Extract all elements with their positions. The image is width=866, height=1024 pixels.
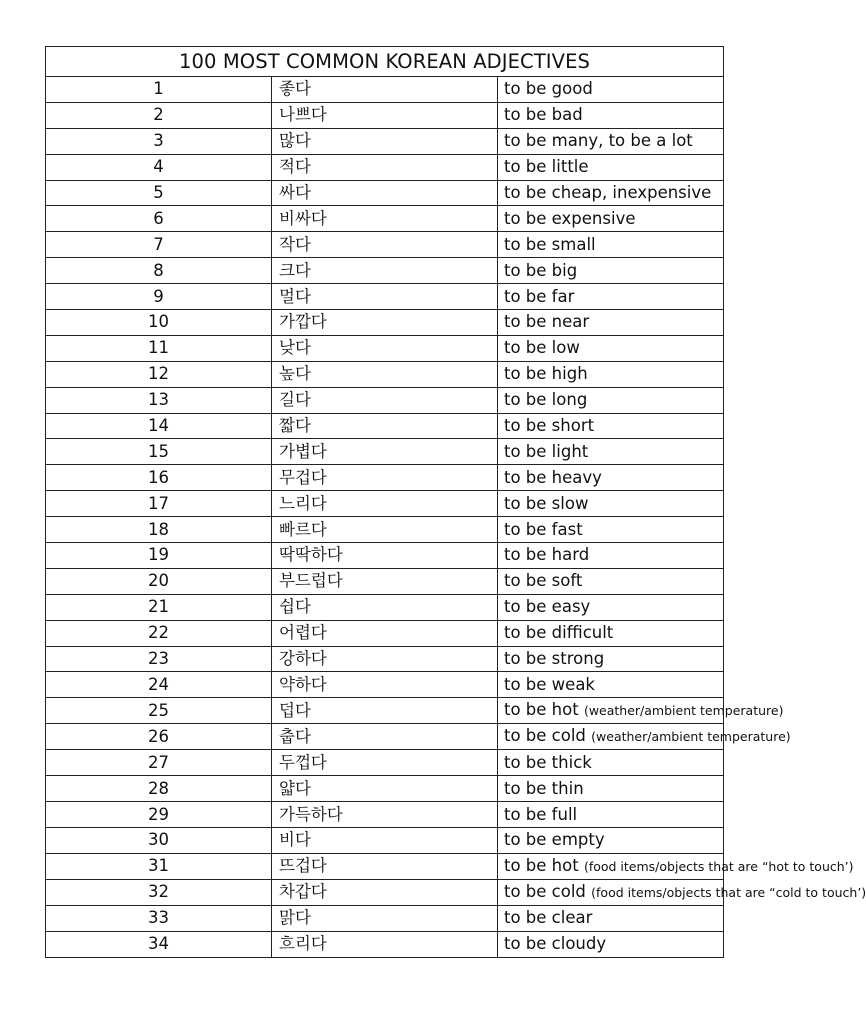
- table-row: [46, 128, 724, 154]
- row-number: 24: [46, 672, 272, 698]
- table-row: [46, 232, 724, 258]
- english-meaning-cell: [498, 335, 724, 361]
- page-title: 100 MOST COMMON KOREAN ADJECTIVES: [46, 47, 724, 77]
- english-meaning: to be big: [504, 260, 578, 280]
- row-number: 23: [46, 646, 272, 672]
- english-meaning-cell: [498, 180, 724, 206]
- korean-word: 가깝다: [272, 310, 498, 336]
- korean-word: 약하다: [272, 672, 498, 698]
- table-row: [46, 310, 724, 336]
- table-row: [46, 776, 724, 802]
- row-number: 11: [46, 335, 272, 361]
- row-number: 22: [46, 620, 272, 646]
- row-number: 1: [46, 77, 272, 103]
- table-row: [46, 568, 724, 594]
- table-row: [46, 439, 724, 465]
- english-meaning: to be high: [504, 364, 588, 384]
- english-meaning-cell: [498, 387, 724, 413]
- korean-word: 가볍다: [272, 439, 498, 465]
- korean-word: 작다: [272, 232, 498, 258]
- english-meaning: to be cloudy: [504, 934, 607, 954]
- korean-word: 가득하다: [272, 802, 498, 828]
- korean-word: 무겁다: [272, 465, 498, 491]
- english-meaning: to be bad: [504, 105, 583, 125]
- korean-word: 차갑다: [272, 879, 498, 905]
- table-row: [46, 154, 724, 180]
- english-meaning-cell: [498, 698, 784, 724]
- row-number: 8: [46, 258, 272, 284]
- korean-word: 비다: [272, 828, 498, 854]
- row-number: 30: [46, 828, 272, 854]
- korean-word: 적다: [272, 154, 498, 180]
- table-row: [46, 77, 724, 103]
- adjectives-table: [45, 46, 866, 958]
- korean-word: 멀다: [272, 284, 498, 310]
- english-meaning: to be long: [504, 390, 588, 410]
- table-row: [46, 620, 724, 646]
- row-number: 13: [46, 387, 272, 413]
- table-row: [46, 931, 724, 957]
- english-meaning: to be clear: [504, 908, 593, 928]
- english-meaning-cell: [498, 258, 724, 284]
- english-meaning: to be empty: [504, 830, 605, 850]
- korean-word: 많다: [272, 128, 498, 154]
- korean-word: 부드럽다: [272, 568, 498, 594]
- table-row: [46, 802, 724, 828]
- row-number: 19: [46, 543, 272, 569]
- english-meaning-cell: [498, 750, 724, 776]
- english-meaning: to be many, to be a lot: [504, 131, 693, 151]
- table-body: [46, 77, 866, 958]
- english-meaning-cell: [498, 828, 724, 854]
- english-meaning: to be hot: [504, 855, 579, 875]
- english-meaning: to be little: [504, 157, 589, 177]
- row-number: 18: [46, 517, 272, 543]
- korean-word: 싸다: [272, 180, 498, 206]
- usage-note: (weather/ambient temperature): [591, 729, 791, 745]
- english-meaning-cell: [498, 931, 724, 957]
- korean-word: 좋다: [272, 77, 498, 103]
- table-row: [46, 102, 724, 128]
- english-meaning: to be short: [504, 416, 595, 436]
- english-meaning-cell: [498, 646, 724, 672]
- table-row: [46, 646, 724, 672]
- english-meaning: to be fast: [504, 519, 583, 539]
- english-meaning: to be heavy: [504, 467, 602, 487]
- row-number: 4: [46, 154, 272, 180]
- english-meaning: to be slow: [504, 493, 589, 513]
- english-meaning-cell: [498, 594, 724, 620]
- korean-word: 빠르다: [272, 517, 498, 543]
- table-row: [46, 413, 724, 439]
- korean-word: 나쁘다: [272, 102, 498, 128]
- row-number: 7: [46, 232, 272, 258]
- english-meaning: to be far: [504, 286, 575, 306]
- table-row: [46, 491, 724, 517]
- korean-word: 짧다: [272, 413, 498, 439]
- row-number: 3: [46, 128, 272, 154]
- table-row: [46, 258, 724, 284]
- row-number: 27: [46, 750, 272, 776]
- table-row: [46, 698, 724, 724]
- row-number: 32: [46, 879, 272, 905]
- english-meaning-cell: [498, 102, 724, 128]
- english-meaning: to be expensive: [504, 208, 636, 228]
- row-number: 12: [46, 361, 272, 387]
- table-row: [46, 335, 724, 361]
- row-number: 17: [46, 491, 272, 517]
- korean-word: 강하다: [272, 646, 498, 672]
- english-meaning-cell: [498, 776, 724, 802]
- row-number: 29: [46, 802, 272, 828]
- table-row: [46, 853, 724, 879]
- english-meaning: to be small: [504, 234, 596, 254]
- english-meaning-cell: [498, 361, 724, 387]
- table-row: [46, 724, 724, 750]
- row-number: 31: [46, 853, 272, 879]
- table-row: [46, 672, 724, 698]
- english-meaning: to be soft: [504, 571, 583, 591]
- korean-word: 얇다: [272, 776, 498, 802]
- english-meaning-cell: [498, 620, 724, 646]
- english-meaning-cell: [498, 879, 866, 905]
- korean-word: 딱딱하다: [272, 543, 498, 569]
- table-row: [46, 905, 724, 931]
- row-number: 14: [46, 413, 272, 439]
- korean-word: 두껍다: [272, 750, 498, 776]
- english-meaning-cell: [498, 543, 724, 569]
- table-row: [46, 517, 724, 543]
- table-row: [46, 543, 724, 569]
- row-number: 6: [46, 206, 272, 232]
- english-meaning-cell: [498, 568, 724, 594]
- korean-word: 비싸다: [272, 206, 498, 232]
- row-number: 10: [46, 310, 272, 336]
- english-meaning: to be strong: [504, 649, 605, 669]
- row-number: 5: [46, 180, 272, 206]
- english-meaning: to be good: [504, 79, 593, 99]
- english-meaning: to be hot: [504, 700, 579, 720]
- korean-word: 높다: [272, 361, 498, 387]
- english-meaning: to be cold: [504, 881, 586, 901]
- title-row: [46, 47, 724, 77]
- english-meaning-cell: [498, 905, 724, 931]
- row-number: 33: [46, 905, 272, 931]
- english-meaning-cell: [498, 672, 724, 698]
- row-number: 21: [46, 594, 272, 620]
- english-meaning-cell: [498, 465, 724, 491]
- english-meaning: to be cheap, inexpensive: [504, 183, 712, 202]
- korean-word: 느리다: [272, 491, 498, 517]
- english-meaning: to be thick: [504, 752, 592, 772]
- table-row: [46, 879, 724, 905]
- row-number: 26: [46, 724, 272, 750]
- english-meaning: to be full: [504, 804, 578, 824]
- english-meaning-cell: [498, 206, 724, 232]
- table-row: [46, 361, 724, 387]
- english-meaning: to be low: [504, 338, 580, 358]
- table-row: [46, 284, 724, 310]
- usage-note: (food items/objects that are “hot to touch’): [583, 858, 854, 874]
- english-meaning-cell: [498, 517, 724, 543]
- english-meaning-cell: [498, 853, 854, 879]
- table-row: [46, 594, 724, 620]
- korean-word: 뜨겁다: [272, 853, 498, 879]
- english-meaning-cell: [498, 77, 724, 103]
- english-meaning: to be hard: [504, 545, 590, 565]
- english-meaning-cell: [498, 413, 724, 439]
- english-meaning-cell: [498, 232, 724, 258]
- korean-word: 낮다: [272, 335, 498, 361]
- english-meaning-cell: [498, 724, 791, 750]
- korean-word: 흐리다: [272, 931, 498, 957]
- row-number: 25: [46, 698, 272, 724]
- english-meaning: to be weak: [504, 674, 595, 694]
- korean-word: 어렵다: [272, 620, 498, 646]
- english-meaning-cell: [498, 491, 724, 517]
- english-meaning-cell: [498, 284, 724, 310]
- korean-word: 크다: [272, 258, 498, 284]
- english-meaning: to be thin: [504, 778, 584, 798]
- usage-note: (food items/objects that are “cold to touch’): [591, 884, 866, 900]
- korean-word: 춥다: [272, 724, 498, 750]
- row-number: 9: [46, 284, 272, 310]
- table-row: [46, 206, 724, 232]
- english-meaning: to be light: [504, 441, 589, 461]
- table-row: [46, 180, 724, 206]
- row-number: 20: [46, 568, 272, 594]
- korean-word: 맑다: [272, 905, 498, 931]
- usage-note: (weather/ambient temperature): [583, 703, 784, 719]
- row-number: 16: [46, 465, 272, 491]
- english-meaning-cell: [498, 439, 724, 465]
- row-number: 34: [46, 931, 272, 957]
- table-row: [46, 465, 724, 491]
- english-meaning-cell: [498, 128, 724, 154]
- english-meaning-cell: [498, 802, 724, 828]
- korean-word: 쉽다: [272, 594, 498, 620]
- table-row: [46, 828, 724, 854]
- row-number: 28: [46, 776, 272, 802]
- row-number: 15: [46, 439, 272, 465]
- english-meaning-cell: [498, 154, 724, 180]
- korean-word: 길다: [272, 387, 498, 413]
- row-number: 2: [46, 102, 272, 128]
- english-meaning: to be easy: [504, 597, 591, 617]
- english-meaning: to be near: [504, 312, 590, 332]
- table-row: [46, 387, 724, 413]
- english-meaning: to be cold: [504, 726, 586, 746]
- korean-word: 덥다: [272, 698, 498, 724]
- english-meaning-cell: [498, 310, 724, 336]
- english-meaning: to be difficult: [504, 623, 614, 643]
- table-row: [46, 750, 724, 776]
